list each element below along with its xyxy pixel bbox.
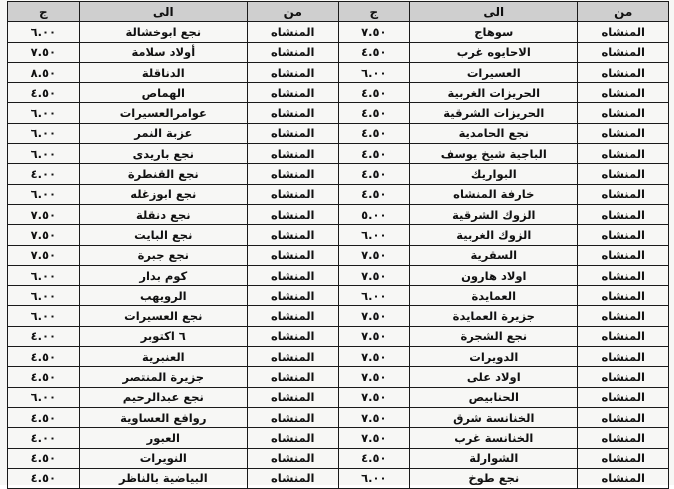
- cell-price-left: ٧.٥٠: [8, 42, 80, 62]
- table-row: [8, 144, 669, 164]
- cell-from-right: المنشاه: [578, 326, 669, 346]
- cell-price-left: ٦.٠٠: [8, 103, 80, 123]
- cell-price-right: ٦.٠٠: [338, 62, 410, 82]
- table-row: [8, 123, 669, 143]
- cell-price-left: ٤.٠٠: [8, 326, 80, 346]
- table-row: [8, 407, 669, 427]
- cell-to-left: نجع عبدالرحيم: [79, 387, 247, 407]
- table-row: [8, 184, 669, 204]
- table-row: [8, 225, 669, 245]
- cell-to-left: نجع باريدى: [79, 144, 247, 164]
- cell-price-left: ٧.٥٠: [8, 204, 80, 224]
- cell-to-left: نجع ابوزغله: [79, 184, 247, 204]
- cell-to-right: الحريزات الغربية: [410, 83, 578, 103]
- cell-price-right: ٤.٥٠: [338, 184, 410, 204]
- cell-to-right: الحريزات الشرقية: [410, 103, 578, 123]
- cell-from-right: المنشاه: [578, 103, 669, 123]
- cell-price-left: ٦.٠٠: [8, 265, 80, 285]
- table-row: [8, 326, 669, 346]
- cell-price-right: ٤.٥٠: [338, 83, 410, 103]
- table-row: [8, 306, 669, 326]
- cell-from-left: المنشاه: [248, 387, 339, 407]
- cell-to-right: الباجية شيخ يوسف: [410, 144, 578, 164]
- cell-price-left: ٦.٠٠: [8, 387, 80, 407]
- cell-from-left: المنشاه: [248, 225, 339, 245]
- table-row: [8, 42, 669, 62]
- table-row: [8, 245, 669, 265]
- cell-from-left: المنشاه: [248, 367, 339, 387]
- cell-price-left: ٤.٥٠: [8, 448, 80, 468]
- cell-from-left: المنشاه: [248, 306, 339, 326]
- cell-price-right: ٤.٥٠: [338, 164, 410, 184]
- cell-to-left: نجع جبرة: [79, 245, 247, 265]
- cell-from-left: المنشاه: [248, 265, 339, 285]
- table-row: [8, 448, 669, 468]
- cell-from-right: المنشاه: [578, 22, 669, 42]
- cell-price-right: ٦.٠٠: [338, 286, 410, 306]
- cell-price-left: ٦.٠٠: [8, 286, 80, 306]
- cell-from-left: المنشاه: [248, 448, 339, 468]
- cell-to-right: الخنانسة شرق: [410, 407, 578, 427]
- cell-price-right: ٧.٥٠: [338, 245, 410, 265]
- cell-price-left: ٤.٥٠: [8, 407, 80, 427]
- header-to-left: الى: [79, 2, 247, 22]
- cell-price-right: ٤.٥٠: [338, 42, 410, 62]
- cell-price-right: ٥.٠٠: [338, 204, 410, 224]
- cell-from-left: المنشاه: [248, 468, 339, 488]
- table-row: [8, 204, 669, 224]
- cell-from-left: المنشاه: [248, 83, 339, 103]
- cell-to-left: النويرات: [79, 448, 247, 468]
- cell-to-left: العبور: [79, 428, 247, 448]
- cell-to-right: الاحايوه غرب: [410, 42, 578, 62]
- cell-to-right: سوهاج: [410, 22, 578, 42]
- cell-to-right: السقرية: [410, 245, 578, 265]
- header-row: [8, 2, 669, 22]
- cell-price-left: ٤.٥٠: [8, 367, 80, 387]
- cell-to-right: جزيرة العمايدة: [410, 306, 578, 326]
- cell-to-right: الحنابيص: [410, 387, 578, 407]
- cell-price-right: ٧.٥٠: [338, 428, 410, 448]
- cell-to-left: ٦ اكتوبر: [79, 326, 247, 346]
- cell-to-right: اولاد على: [410, 367, 578, 387]
- cell-from-right: المنشاه: [578, 144, 669, 164]
- cell-to-right: نجع طوخ: [410, 468, 578, 488]
- cell-to-right: الزوك الغربية: [410, 225, 578, 245]
- cell-from-left: المنشاه: [248, 326, 339, 346]
- cell-from-right: المنشاه: [578, 164, 669, 184]
- table-row: [8, 164, 669, 184]
- cell-price-left: ٤.٠٠: [8, 164, 80, 184]
- cell-from-right: المنشاه: [578, 286, 669, 306]
- cell-from-left: المنشاه: [248, 184, 339, 204]
- table-row: [8, 62, 669, 82]
- cell-from-left: المنشاه: [248, 428, 339, 448]
- cell-from-right: المنشاه: [578, 347, 669, 367]
- cell-price-left: ٦.٠٠: [8, 22, 80, 42]
- cell-from-left: المنشاه: [248, 245, 339, 265]
- cell-to-left: نجع ابوخشالة: [79, 22, 247, 42]
- cell-to-left: الهماص: [79, 83, 247, 103]
- table-row: [8, 428, 669, 448]
- cell-from-right: المنشاه: [578, 448, 669, 468]
- cell-to-left: العنبرية: [79, 347, 247, 367]
- cell-price-right: ٧.٥٠: [338, 326, 410, 346]
- cell-from-left: المنشاه: [248, 286, 339, 306]
- cell-from-left: المنشاه: [248, 42, 339, 62]
- cell-price-right: ٤.٥٠: [338, 123, 410, 143]
- cell-to-left: كوم بدار: [79, 265, 247, 285]
- table-row: [8, 367, 669, 387]
- cell-price-left: ٧.٥٠: [8, 245, 80, 265]
- header-from-right: من: [578, 2, 669, 22]
- cell-to-right: خارفة المنشاه: [410, 184, 578, 204]
- cell-from-right: المنشاه: [578, 184, 669, 204]
- table-row: [8, 347, 669, 367]
- cell-price-left: ٤.٥٠: [8, 468, 80, 488]
- cell-to-right: الخنانسة غرب: [410, 428, 578, 448]
- cell-to-right: الزوك الشرقية: [410, 204, 578, 224]
- cell-from-right: المنشاه: [578, 225, 669, 245]
- cell-from-right: المنشاه: [578, 306, 669, 326]
- cell-to-left: جزيرة المنتصر: [79, 367, 247, 387]
- cell-price-left: ٤.٥٠: [8, 83, 80, 103]
- cell-price-left: ٤.٥٠: [8, 347, 80, 367]
- cell-from-left: المنشاه: [248, 144, 339, 164]
- cell-from-right: المنشاه: [578, 123, 669, 143]
- cell-price-left: ٦.٠٠: [8, 306, 80, 326]
- table-row: [8, 286, 669, 306]
- table-row: [8, 265, 669, 285]
- header-from-left: من: [248, 2, 339, 22]
- cell-to-left: نجع البايت: [79, 225, 247, 245]
- cell-from-right: المنشاه: [578, 62, 669, 82]
- cell-from-left: المنشاه: [248, 62, 339, 82]
- cell-from-right: المنشاه: [578, 265, 669, 285]
- cell-price-left: ٦.٠٠: [8, 144, 80, 164]
- cell-from-left: المنشاه: [248, 204, 339, 224]
- cell-from-right: المنشاه: [578, 468, 669, 488]
- cell-from-right: المنشاه: [578, 387, 669, 407]
- cell-to-right: العمايدة: [410, 286, 578, 306]
- table-row: [8, 387, 669, 407]
- cell-to-right: الشوارلة: [410, 448, 578, 468]
- table-body: [8, 22, 669, 489]
- cell-price-right: ٤.٥٠: [338, 144, 410, 164]
- cell-from-right: المنشاه: [578, 428, 669, 448]
- cell-to-left: الرويهب: [79, 286, 247, 306]
- cell-from-right: المنشاه: [578, 83, 669, 103]
- cell-to-left: الدناقلة: [79, 62, 247, 82]
- cell-price-right: ٧.٥٠: [338, 387, 410, 407]
- cell-from-left: المنشاه: [248, 347, 339, 367]
- cell-price-right: ٦.٠٠: [338, 468, 410, 488]
- header-price-left: ج: [8, 2, 80, 22]
- cell-to-left: نجع دنقلة: [79, 204, 247, 224]
- cell-price-left: ٧.٥٠: [8, 225, 80, 245]
- header-price-right: ج: [338, 2, 410, 22]
- cell-price-left: ٤.٠٠: [8, 428, 80, 448]
- cell-to-left: نجع القنطرة: [79, 164, 247, 184]
- cell-to-right: نجع الحامدية: [410, 123, 578, 143]
- cell-price-left: ٦.٠٠: [8, 184, 80, 204]
- cell-price-left: ٨.٥٠: [8, 62, 80, 82]
- cell-to-right: الدويرات: [410, 347, 578, 367]
- fare-table: [7, 1, 669, 489]
- table-row: [8, 83, 669, 103]
- cell-price-right: ٤.٥٠: [338, 448, 410, 468]
- cell-from-right: المنشاه: [578, 367, 669, 387]
- cell-from-right: المنشاه: [578, 407, 669, 427]
- cell-to-left: عزبة النمر: [79, 123, 247, 143]
- cell-to-right: البواريك: [410, 164, 578, 184]
- cell-from-left: المنشاه: [248, 103, 339, 123]
- table-row: [8, 103, 669, 123]
- cell-price-right: ٧.٥٠: [338, 347, 410, 367]
- cell-to-right: اولاد هارون: [410, 265, 578, 285]
- cell-to-left: البياضية بالناظر: [79, 468, 247, 488]
- cell-price-right: ٤.٥٠: [338, 103, 410, 123]
- cell-to-left: روافع العساوية: [79, 407, 247, 427]
- cell-from-right: المنشاه: [578, 204, 669, 224]
- cell-price-right: ٧.٥٠: [338, 265, 410, 285]
- cell-to-left: نجع العسيرات: [79, 306, 247, 326]
- cell-price-right: ٧.٥٠: [338, 407, 410, 427]
- cell-from-left: المنشاه: [248, 164, 339, 184]
- cell-price-right: ٧.٥٠: [338, 367, 410, 387]
- cell-from-left: المنشاه: [248, 123, 339, 143]
- cell-to-left: عوامرالعسيرات: [79, 103, 247, 123]
- cell-to-left: أولاد سلامة: [79, 42, 247, 62]
- cell-to-right: العسيرات: [410, 62, 578, 82]
- cell-price-right: ٦.٠٠: [338, 225, 410, 245]
- cell-from-left: المنشاه: [248, 22, 339, 42]
- table-row: [8, 22, 669, 42]
- cell-price-right: ٧.٥٠: [338, 22, 410, 42]
- cell-from-right: المنشاه: [578, 42, 669, 62]
- cell-to-right: نجع الشجرة: [410, 326, 578, 346]
- cell-from-left: المنشاه: [248, 407, 339, 427]
- table-row: [8, 468, 669, 488]
- header-to-right: الى: [410, 2, 578, 22]
- cell-price-left: ٦.٠٠: [8, 123, 80, 143]
- cell-price-right: ٧.٥٠: [338, 306, 410, 326]
- cell-from-right: المنشاه: [578, 245, 669, 265]
